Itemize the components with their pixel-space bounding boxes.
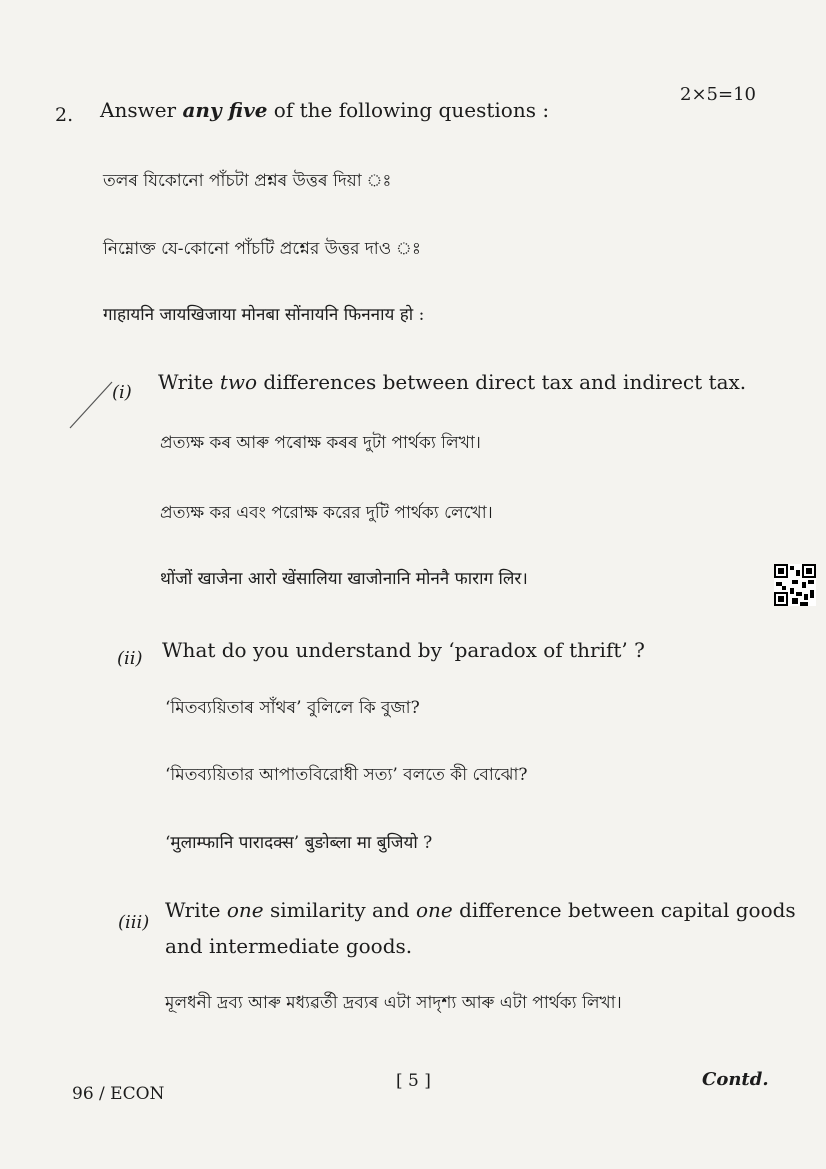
instruction-prefix: Answer (100, 98, 183, 122)
page-number: [ 5 ] (396, 1071, 431, 1091)
translation-assamese: ‘মিতব্যয়িতাৰ সাঁথৰ’ বুলিলে কি বুজা? (165, 698, 420, 718)
text-part: Write (158, 370, 220, 394)
marks-allocation: 2×5=10 (680, 84, 756, 105)
text-part: differences between direct tax and indirect tax. (257, 370, 747, 394)
subquestion-label: (iii) (118, 912, 150, 933)
translation-bengali: প্রত্যক্ষ কর এবং পরোক্ষ করের দুটি পার্থক্য লেখো। (160, 503, 493, 523)
subquestion-label: (i) (112, 382, 132, 403)
instruction-bengali: নিম্নোক্ত যে-কোনো পাঁচটি প্রশ্নের উত্তর দাও ঃ (103, 239, 421, 259)
translation-assamese: মূলধনী দ্ৰব্য আৰু মধ্যৱৰ্তী দ্ৰব্যৰ এটা সাদৃশ্য আৰু এটা পাৰ্থক্য লিখা। (165, 993, 622, 1013)
text-part: difference between capital goods (452, 898, 796, 922)
translation-assamese: প্ৰত্যক্ষ কৰ আৰু পৰোক্ষ কৰৰ দুটা পাৰ্থক্য লিখা। (160, 433, 481, 453)
instruction-assamese: তলৰ যিকোনো পাঁচটা প্ৰশ্নৰ উত্তৰ দিয়া ঃ (103, 171, 392, 191)
subquestion-text: What do you understand by ‘paradox of thrift’ ? (162, 638, 645, 662)
subquestion-text (158, 370, 746, 394)
continued-label: Contd. (702, 1069, 769, 1090)
subquestion-label: (ii) (117, 648, 143, 669)
pen-mark (68, 380, 114, 430)
paper-code: 96 / ECON (72, 1084, 165, 1104)
translation-bengali: ‘মিতব্যয়িতার আপাতবিরোধী সত্য’ বলতে কী বোঝো? (165, 765, 528, 785)
question-instruction (100, 98, 549, 122)
translation-bodo: थोंजों खाजेना आरो खेंसालिया खाजोनानि मोननै फाराग लिर। (160, 569, 528, 589)
text-part: similarity and (263, 898, 416, 922)
instruction-bodo: गाहायनि जायखिजाया मोनबा सोंनायनि फिननाय हो : (103, 305, 425, 325)
qr-code-icon (774, 564, 816, 606)
subquestion-text-line1 (165, 898, 796, 922)
subquestion-text-line2: and intermediate goods. (165, 934, 413, 958)
instruction-suffix: of the following questions : (267, 98, 550, 122)
text-emphasis: two (219, 370, 258, 394)
text-emphasis: one (226, 898, 264, 922)
instruction-emphasis: any five (182, 98, 268, 122)
translation-bodo: ‘मुलाम्फानि पारादक्स’ बुङोब्ला मा बुजियो ? (165, 833, 433, 853)
text-part: Write (165, 898, 227, 922)
question-number: 2. (55, 104, 74, 126)
text-emphasis: one (415, 898, 453, 922)
